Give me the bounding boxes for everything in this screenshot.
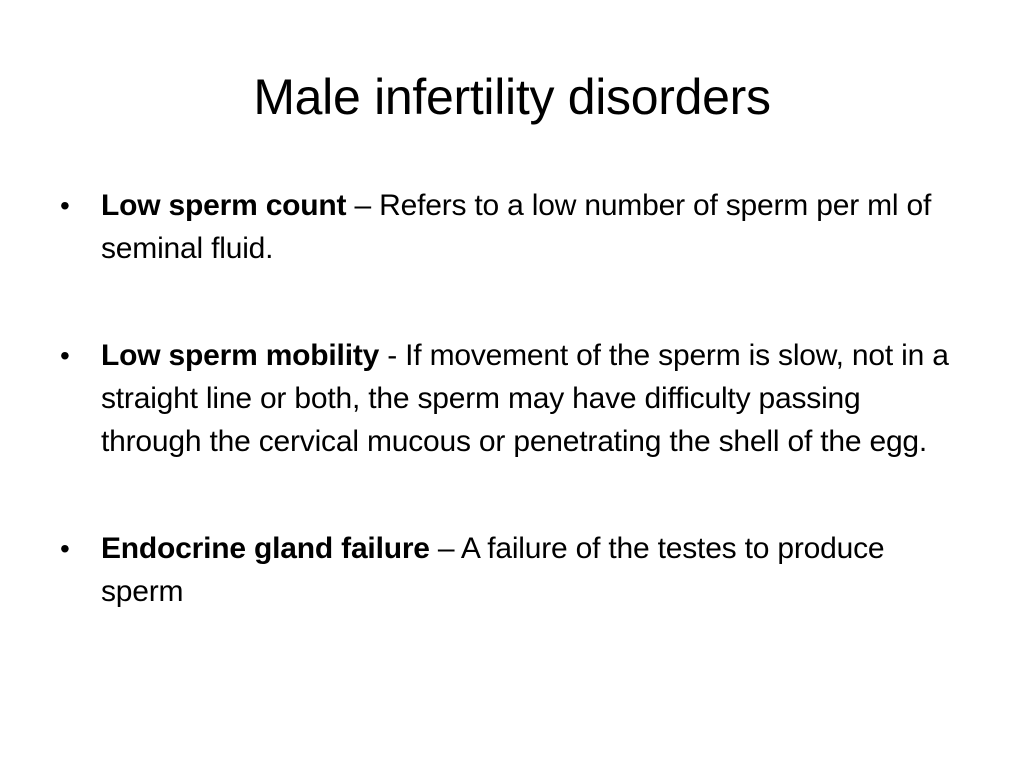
slide-title: Male infertility disorders — [253, 69, 771, 125]
bullet-term: Low sperm mobility — [101, 339, 380, 372]
bullet-icon: • — [60, 190, 70, 221]
bullet-term: Endocrine gland failure — [101, 532, 430, 565]
bullet-separator: – — [429, 532, 461, 565]
bullet-list — [60, 184, 960, 613]
bullet-item-low-sperm-mobility — [60, 334, 960, 463]
bullet-text: Refers to a low number of sperm per ml of seminal fluid. — [101, 189, 932, 265]
bullet-icon: • — [60, 340, 70, 371]
bullet-text: If movement of the sperm is slow, not in a straight line or both, the sperm may have difficulty passing through the cervical mucous or penetrating the shell of the egg. — [101, 339, 949, 458]
bullet-icon: • — [60, 533, 70, 564]
bullet-separator: – — [346, 189, 380, 222]
bullet-separator: - — [379, 339, 406, 372]
bullet-text: A failure of the testes to produce sperm — [101, 532, 885, 608]
bullet-term: Low sperm count — [101, 189, 347, 222]
bullet-item-endocrine-gland-failure — [60, 527, 960, 613]
bullet-item-low-sperm-count — [60, 184, 960, 270]
